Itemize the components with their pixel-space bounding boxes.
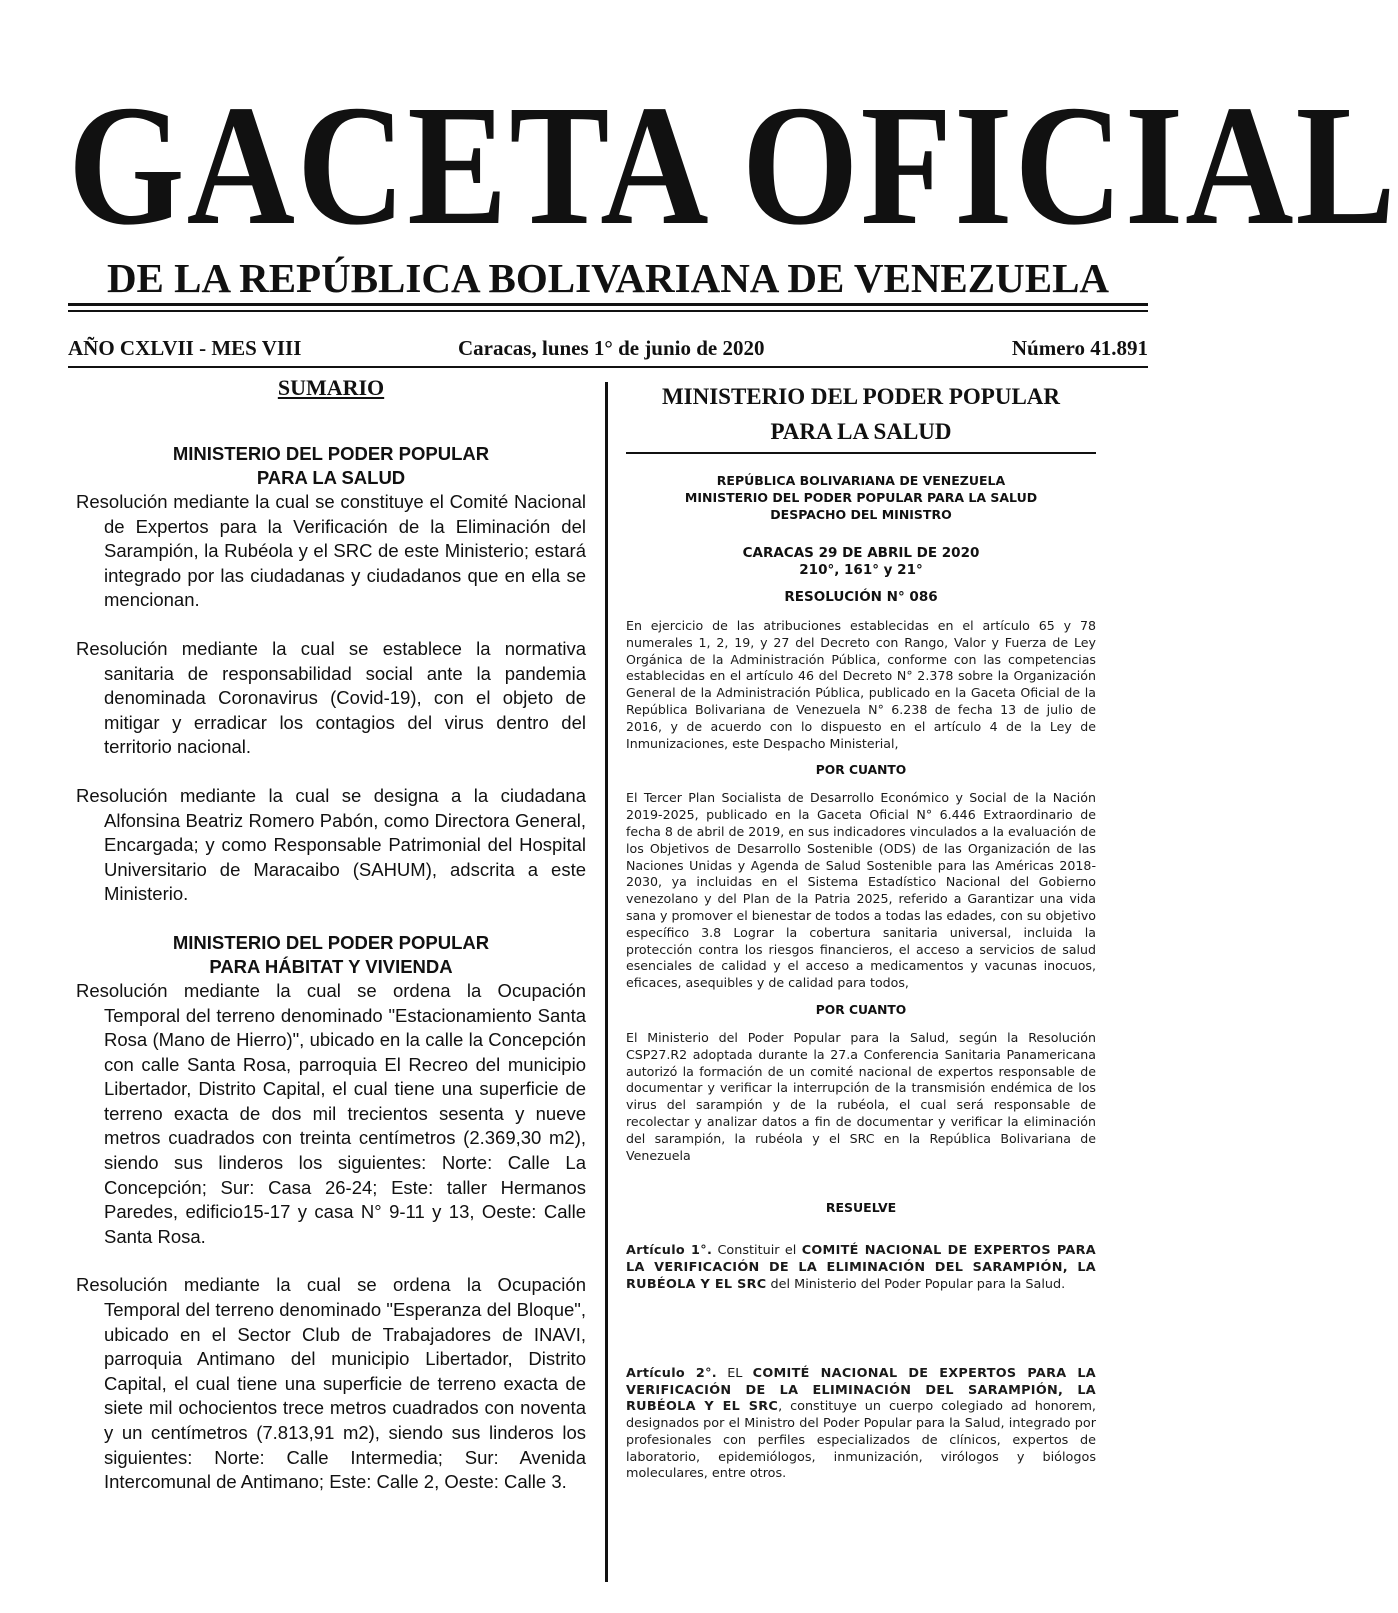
sumario-section-habitat (76, 931, 586, 1495)
issue-line (68, 333, 1148, 363)
article-label: Artículo 1°. (626, 1243, 713, 1259)
sumario-entry: Resolución mediante la cual se establece la normativa sanitaria de responsabilidad social ante la pandemia denominada Coronavirus (Covid-19), con el objeto de mitigar y erradicar los contagios del virus dentro del territorio nacional. (76, 637, 586, 758)
resolution-header-line: MINISTERIO DEL PODER POPULAR PARA LA SALUD (684, 490, 1038, 505)
article-2 (626, 1366, 1096, 1484)
sumario-entry: Resolución mediante la cual se designa a la ciudadana Alfonsina Beatriz Romero Pabón, como Directora General, Encargada; y como Responsable Patrimonial del Hospital Universitario de Maracaibo (SAHUM), adscrita a este Ministerio. (76, 784, 586, 905)
considerando-paragraph: El Ministerio del Poder Popular para la Salud, según la Resolución CSP27.R2 adoptada durante la 27.a Conferencia Sanitaria Panamericana autorizó la formación de un comité nacional de expertos responsable de documentar y verificar la interrupción de la transmisión endémica de los virus del sarampión y de la rubéola, el cual será responsable de recolectar y analizar datos a fin de documentar y verificar la eliminación del sarampión, la rubéola y el SRC en la República Bolivariana de Venezuela (626, 1029, 1096, 1163)
masthead-rule-top (68, 303, 1148, 306)
sumario-entry: Resolución mediante la cual se ordena la Ocupación Temporal del terreno denominado "Estacionamiento Santa Rosa (Mano de Hierro)", ubicado en la calle la Concepción con calle Santa Rosa, parroquia El Recreo del municipio Libertador, Distrito Capital, el cual tiene una superficie de terreno exacta de dos mil trecientos sesenta y nueve metros cuadrados con treinta centímetros (2.369,30 m2), siendo sus linderos los siguientes: Norte: Calle La Concepción; Sur: Casa 26-24; Este: taller Hermanos Paredes, edificio15-17 y casa N° 9-11 y 13, Oeste: Calle Santa Rosa. (76, 979, 586, 1247)
resolution-number: RESOLUCIÓN N° 086 (784, 589, 938, 605)
masthead-subtitle: DE LA REPÚBLICA BOLIVARIANA DE VENEZUELA (106, 255, 1110, 301)
resolution-header-line: DESPACHO DEL MINISTRO (770, 507, 952, 522)
considerando-paragraph: El Tercer Plan Socialista de Desarrollo Económico y Social de la Nación 2019-2025, publicado en la Gaceta Oficial N° 6.446 Extraordinario de fecha 8 de abril de 2019, en sus indicadores vinculados a la evaluación de los Objetivos de Desarrollo Sostenible (ODS) de las Organización de las Naciones Unidas y Agenda de Salud Sostenible para las Américas 2018-2030, ya incluidas en el Sistema Estadístico Nacional del Gobierno venezolano y del Plan de la Patria 2025, referido a Garantizar una vida sana y promover el bienestar de todos a todas las edades, con su objetivo específico 3.8 Lograr la cobertura sanitaria universal, incluida la protección contra los riesgos financieros, el acceso a servicios de salud esenciales de calidad y el acceso a medicamentos y vacunas inocuos, eficaces, asequibles y de calidad para todos, (626, 790, 1096, 991)
resuelve-heading: RESUELVE (825, 1200, 897, 1216)
sumario-title: SUMARIO (277, 375, 385, 400)
issue-place-date: Caracas, lunes 1° de junio de 2020 (458, 336, 765, 360)
issue-rule (68, 366, 1148, 368)
sumario-section-salud (76, 442, 586, 907)
article-text: , constituye un cuerpo colegiado ad honorem, designados por el Ministro del Poder Popular para la Salud, integrado por profesionales con perfiles especializados de clínicos, expertos de laboratorio, epidemiólogos, inmunización, virólogos y biólogos moleculares, entre otros. (626, 1399, 1097, 1482)
resolution-ministry-line: PARA LA SALUD (770, 419, 952, 444)
resolution-ministry-line: MINISTERIO DEL PODER POPULAR (661, 384, 1061, 409)
resolution-intro: En ejercicio de las atribuciones establecidas en el artículo 65 y 78 numerales 1, 2, 19, y 27 del Decreto con Rango, Valor y Fuerza de Ley Orgánica de la Administración Pública, conforme con las competencias establecidas en el artículo 46 del Decreto N° 2.378 sobre la Organización General de la Administración Pública, publicado en la Gaceta Oficial de la República Bolivariana de Venezuela N° 6.238 de fecha 13 de julio de 2016, y de acuerdo con lo dispuesto en el artículo 4 de la Ley de Inmunizaciones, este Despacho Ministerial, (626, 618, 1096, 751)
article-label: Artículo 2°. (626, 1365, 717, 1381)
article-committee-name: COMITÉ NACIONAL DE EXPERTOS PARA LA VERIFICACIÓN DE LA ELIMINACIÓN DEL SARAMPIÓN, LA RUBÉOLA Y EL SRC (626, 1243, 1096, 1292)
issue-year-month: AÑO CXLVII - MES VIII (68, 336, 302, 360)
resolution-years: 210°, 161° y 21° (799, 562, 923, 578)
sumario-column (76, 374, 586, 1519)
section-ministry-line: MINISTERIO DEL PODER POPULAR (172, 931, 490, 953)
masthead-rule-thin (68, 310, 1148, 312)
article-committee-name: COMITÉ NACIONAL DE EXPERTOS PARA LA VERIFICACIÓN DE LA ELIMINACIÓN DEL SARAMPIÓN, LA RUBÉOLA Y EL SRC (626, 1365, 1097, 1415)
section-ministry-line: PARA HÁBITAT Y VIVIENDA (209, 955, 453, 977)
section-ministry-line: MINISTERIO DEL PODER POPULAR (172, 443, 490, 464)
resolution-column (626, 382, 1096, 1483)
article-1 (626, 1243, 1096, 1293)
por-cuanto-heading: POR CUANTO (815, 1002, 907, 1017)
issue-number: Número 41.891 (1011, 336, 1148, 360)
por-cuanto-heading: POR CUANTO (815, 763, 907, 778)
article-text: del Ministerio del Poder Popular para la Salud. (766, 1276, 1066, 1292)
resolution-header-line: REPÚBLICA BOLIVARIANA DE VENEZUELA (716, 473, 1006, 488)
resolution-ministry-rule (626, 452, 1096, 454)
section-ministry-line: PARA LA SALUD (256, 467, 406, 488)
sumario-entry: Resolución mediante la cual se constituye el Comité Nacional de Expertos para la Verificación de la Eliminación del Sarampión, la Rubéola y el SRC de este Ministerio; estará integrado por las ciudadanas y ciudadanos que en ella se mencionan. (76, 491, 586, 611)
article-text: EL (716, 1365, 753, 1381)
column-divider (605, 382, 608, 1582)
sumario-entry: Resolución mediante la cual se ordena la Ocupación Temporal del terreno denominado "Esperanza del Bloque", ubicado en el Sector Club de Trabajadores de INAVI, parroquia Antimano del municipio Libertador, Distrito Capital, el cual tiene una superficie de terreno exacta de siete mil ochocientos trece metros cuadrados con noventa y un centímetros (7.813,91 m2), siendo sus linderos los siguientes: Norte: Calle Intermedia; Sur: Avenida Intercomunal de Antimano; Este: Calle 2, Oeste: Calle 3. (76, 1274, 586, 1493)
article-text: Constituir el (712, 1243, 802, 1259)
resolution-date: CARACAS 29 DE ABRIL DE 2020 (742, 545, 980, 561)
masthead-title: GACETA OFICIAL (68, 70, 1398, 261)
